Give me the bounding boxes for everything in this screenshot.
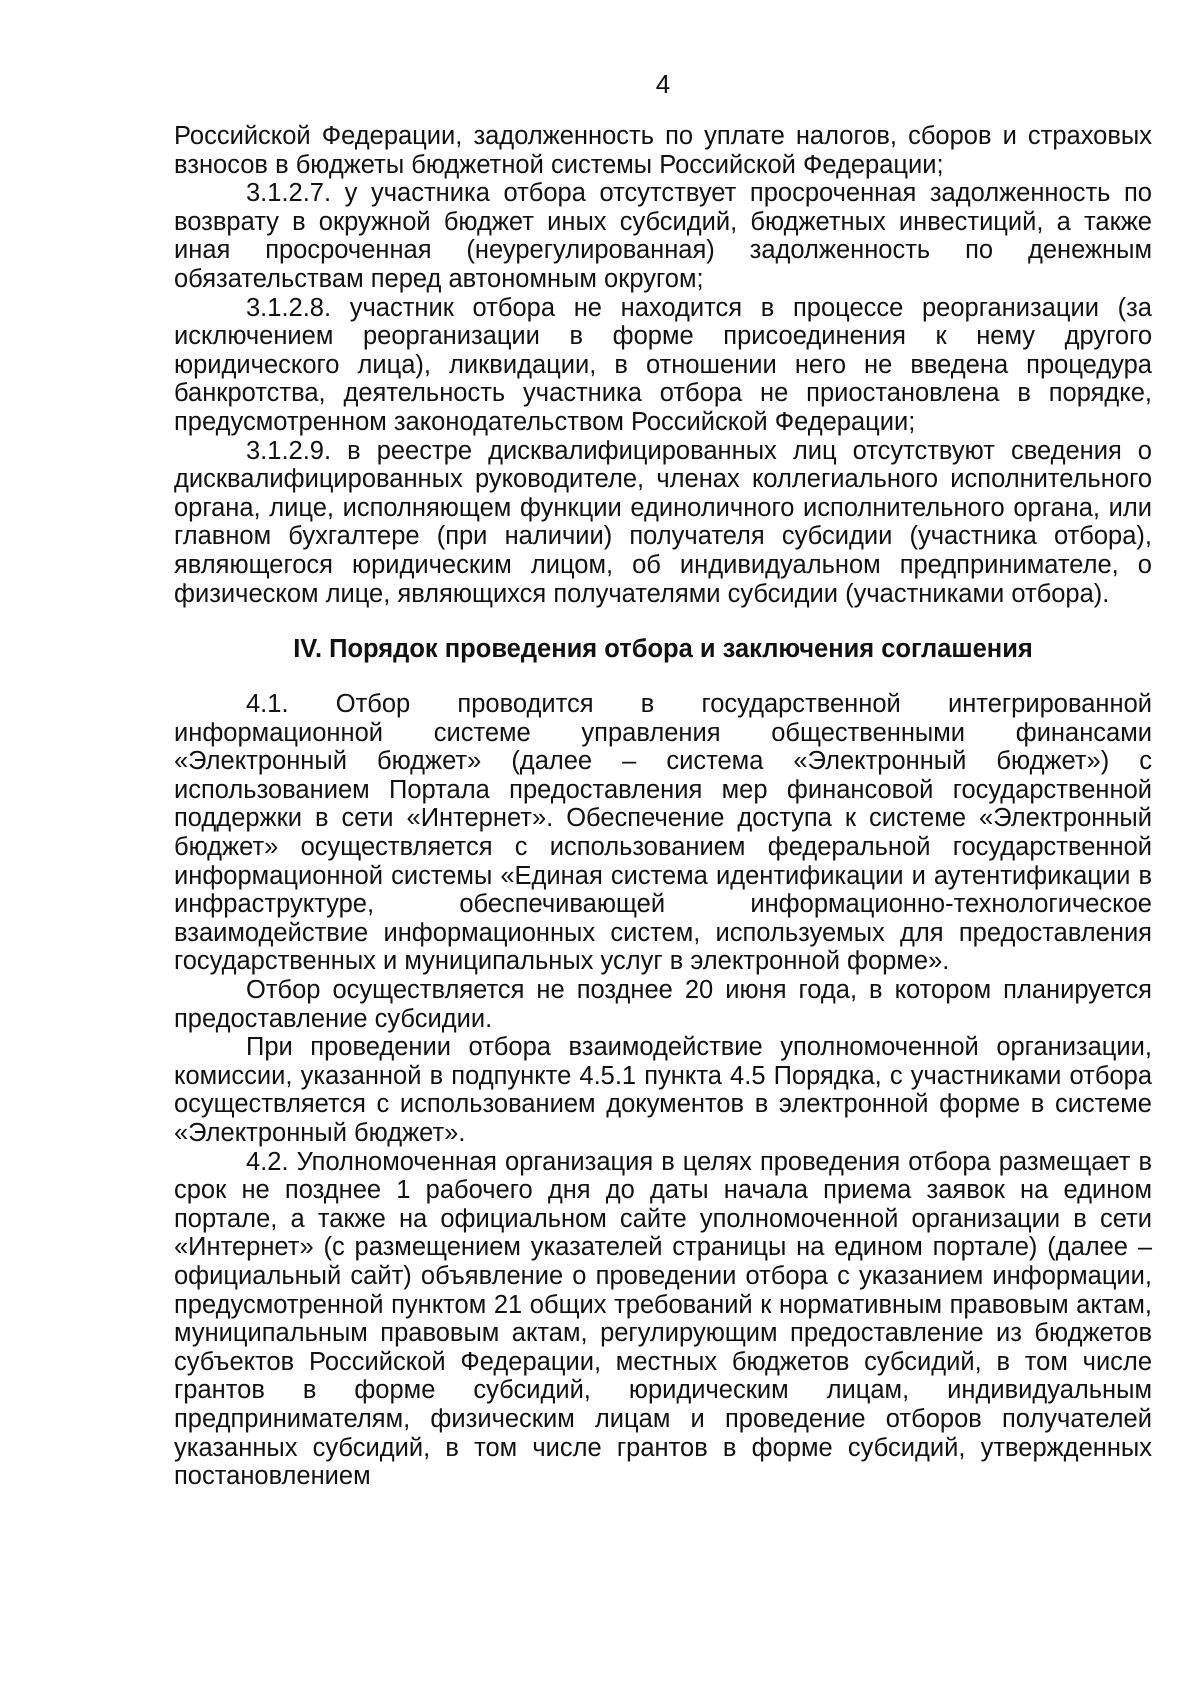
page-number: 4 (655, 69, 671, 99)
paragraph-3-1-2-9: 3.1.2.9. в реестре дисквалифицированных лиц отсутствуют сведения о дисквалифицированных руководителе, членах коллегиального исполнительного органа, лице, исполняющем функции единоличного исполнительного органа, или главном бухгалтере (при наличии) получателя субсидии (участника отбора), являющегося юридическим лицом, об индивидуальном предпринимателе, о физическом лице, являющихся получателями субсидии (участниками отбора). (174, 436, 1152, 608)
paragraph-3-1-2-8: 3.1.2.8. участник отбора не находится в процессе реорганизации (за исключением реорганизации в форме присоединения к нему другого юридического лица), ликвидации, в отношении него не введена процедура банкротства, деятельность участника отбора не приостановлена в порядке, предусмотренном законодательством Российской Федерации; (174, 293, 1152, 436)
section-heading: IV. Порядок проведения отбора и заключения соглашения (293, 635, 1033, 664)
paragraph-interaction: При проведении отбора взаимодействие уполномоченной организации, комиссии, указанной в подпункте 4.5.1 пункта 4.5 Порядка, с участниками отбора осуществляется с использованием документов в электронной форме в системе «Электронный бюджет». (174, 1033, 1152, 1147)
document-page (174, 70, 1152, 1491)
paragraph-continuation: Российской Федерации, задолженность по уплате налогов, сборов и страховых взносов в бюджеты бюджетной системы Российской Федерации; (174, 122, 1152, 179)
paragraph-4-1: 4.1. Отбор проводится в государственной интегрированной информационной системе управления общественными финансами «Электронный бюджет» (далее – система «Электронный бюджет») с использованием Портала предоставления мер финансовой государственной поддержки в сети «Интернет». Обеспечение доступа к системе «Электронный бюджет» осуществляется с использованием федеральной государственной информационной системы «Единая система идентификации и аутентификации в инфраструктуре, обеспечивающей информационно-технологическое взаимодействие информационных систем, используемых для предоставления государственных и муниципальных услуг в электронной форме». (174, 690, 1152, 976)
paragraph-4-2: 4.2. Уполномоченная организация в целях проведения отбора размещает в срок не позднее 1 рабочего дня до даты начала приема заявок на едином портале, а также на официальном сайте уполномоченной организации в сети «Интернет» (с размещением указателей страницы на едином портале) (далее – официальный сайт) объявление о проведении отбора с указанием информации, предусмотренной пунктом 21 общих требований к нормативным правовым актам, муниципальным правовым актам, регулирующим предоставление из бюджетов субъектов Российской Федерации, местных бюджетов субсидий, в том числе грантов в форме субсидий, юридическим лицам, индивидуальным предпринимателям, физическим лицам и проведение отборов получателей указанных субсидий, в том числе грантов в форме субсидий, утвержденных постановлением (174, 1147, 1152, 1491)
paragraph-3-1-2-7: 3.1.2.7. у участника отбора отсутствует просроченная задолженность по возврату в окружной бюджет иных субсидий, бюджетных инвестиций, а также иная просроченная (неурегулированная) задолженность по денежным обязательствам перед автономным округом; (174, 179, 1152, 293)
paragraph-selection-deadline: Отбор осуществляется не позднее 20 июня года, в котором планируется предоставление субсидии. (174, 976, 1152, 1033)
